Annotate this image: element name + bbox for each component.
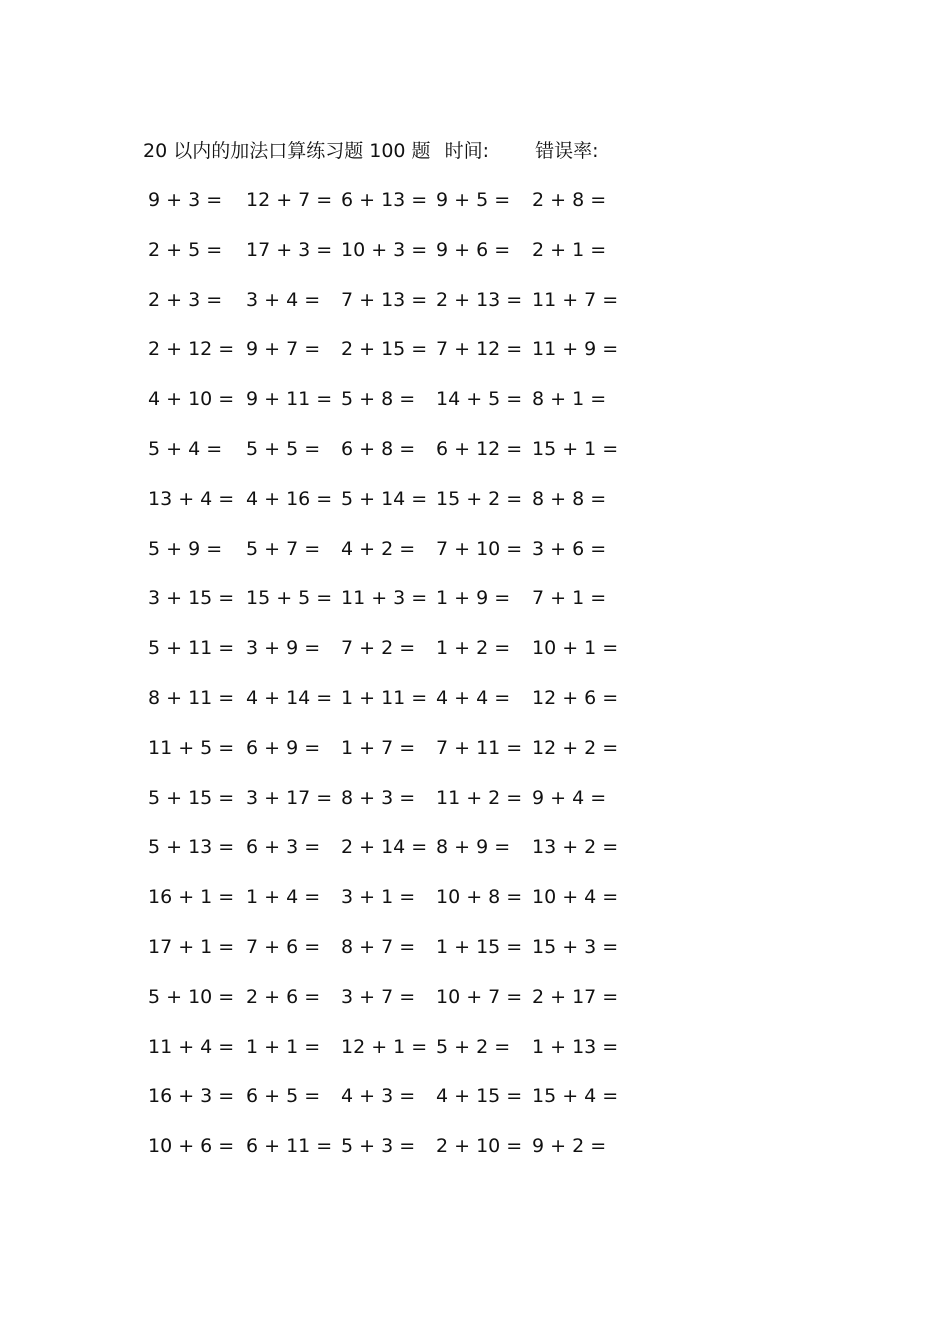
problem-item: 2 + 8 = [532, 189, 607, 211]
problem-item: 5 + 8 = [341, 388, 416, 411]
problem-item: 1 + 15 = [436, 935, 523, 958]
problem-item: 2 + 15 = [341, 338, 428, 361]
problem-row [148, 484, 628, 534]
problem-row [148, 683, 628, 733]
problem-item: 9 + 5 = [436, 189, 511, 211]
problem-item: 12 + 7 = [246, 189, 333, 211]
problem-item: 11 + 9 = [532, 338, 619, 361]
problem-item: 4 + 15 = [436, 1085, 523, 1108]
problem-item: 5 + 13 = [148, 836, 235, 859]
problem-item: 2 + 10 = [436, 1135, 523, 1158]
problem-item: 6 + 11 = [246, 1135, 333, 1158]
problem-item: 5 + 14 = [341, 487, 428, 510]
problem-item: 2 + 12 = [148, 338, 235, 361]
problem-item: 9 + 3 = [148, 189, 223, 211]
problem-item: 13 + 4 = [148, 487, 235, 510]
problem-row [148, 534, 628, 584]
problem-item: 1 + 9 = [436, 587, 511, 610]
problem-row [148, 982, 628, 1032]
problem-item: 1 + 7 = [341, 736, 416, 759]
problem-item: 4 + 14 = [246, 686, 333, 709]
problem-item: 1 + 4 = [246, 886, 321, 909]
problem-item: 17 + 1 = [148, 935, 235, 958]
problem-item: 3 + 9 = [246, 637, 321, 660]
problem-row [148, 434, 628, 484]
problem-item: 10 + 7 = [436, 985, 523, 1008]
problem-item: 2 + 13 = [436, 288, 523, 311]
problem-row [148, 583, 628, 633]
problem-item: 2 + 17 = [532, 985, 619, 1008]
problem-row [148, 235, 628, 285]
problem-item: 9 + 4 = [532, 786, 607, 809]
problem-item: 8 + 11 = [148, 686, 235, 709]
problem-item: 5 + 7 = [246, 537, 321, 560]
problem-item: 5 + 5 = [246, 437, 321, 460]
problem-item: 7 + 10 = [436, 537, 523, 560]
problem-item: 8 + 1 = [532, 388, 607, 411]
problem-item: 3 + 6 = [532, 537, 607, 560]
problem-item: 2 + 6 = [246, 985, 321, 1008]
problem-item: 6 + 8 = [341, 437, 416, 460]
problem-item: 5 + 10 = [148, 985, 235, 1008]
problem-item: 4 + 16 = [246, 487, 333, 510]
problem-item: 11 + 7 = [532, 288, 619, 311]
problem-item: 15 + 1 = [532, 437, 619, 460]
problem-item: 8 + 9 = [436, 836, 511, 859]
problem-item: 1 + 1 = [246, 1035, 321, 1058]
problem-item: 3 + 1 = [341, 886, 416, 909]
problem-item: 5 + 11 = [148, 637, 235, 660]
problem-item: 15 + 5 = [246, 587, 333, 610]
problem-item: 15 + 3 = [532, 935, 619, 958]
problem-item: 6 + 13 = [341, 189, 428, 211]
problem-item: 1 + 11 = [341, 686, 428, 709]
problem-item: 5 + 2 = [436, 1035, 511, 1058]
problem-item: 7 + 12 = [436, 338, 523, 361]
problem-item: 6 + 5 = [246, 1085, 321, 1108]
problem-item: 11 + 2 = [436, 786, 523, 809]
problem-grid [148, 185, 628, 1181]
problem-item: 5 + 3 = [341, 1135, 416, 1158]
problem-item: 3 + 7 = [341, 985, 416, 1008]
problem-item: 6 + 12 = [436, 437, 523, 460]
worksheet-header [143, 137, 598, 165]
problem-item: 13 + 2 = [532, 836, 619, 859]
problem-item: 3 + 4 = [246, 288, 321, 311]
problem-item: 8 + 8 = [532, 487, 607, 510]
problem-item: 8 + 3 = [341, 786, 416, 809]
problem-item: 8 + 7 = [341, 935, 416, 958]
problem-row [148, 932, 628, 982]
problem-item: 12 + 1 = [341, 1035, 428, 1058]
problem-item: 17 + 3 = [246, 238, 333, 261]
problem-row [148, 285, 628, 335]
problem-item: 3 + 17 = [246, 786, 333, 809]
problem-item: 9 + 2 = [532, 1135, 607, 1158]
problem-item: 1 + 2 = [436, 637, 511, 660]
problem-item: 5 + 15 = [148, 786, 235, 809]
problem-item: 16 + 1 = [148, 886, 235, 909]
problem-item: 6 + 3 = [246, 836, 321, 859]
problem-row [148, 185, 628, 235]
problem-row [148, 334, 628, 384]
problem-item: 1 + 13 = [532, 1035, 619, 1058]
problem-item: 3 + 15 = [148, 587, 235, 610]
problem-row [148, 882, 628, 932]
problem-row [148, 384, 628, 434]
problem-item: 2 + 3 = [148, 288, 223, 311]
error-rate-label: 错误率: [535, 140, 599, 162]
problem-item: 12 + 6 = [532, 686, 619, 709]
problem-item: 9 + 6 = [436, 238, 511, 261]
problem-item: 10 + 6 = [148, 1135, 235, 1158]
problem-item: 7 + 2 = [341, 637, 416, 660]
problem-item: 10 + 1 = [532, 637, 619, 660]
problem-row [148, 1032, 628, 1082]
problem-item: 7 + 1 = [532, 587, 607, 610]
problem-item: 7 + 13 = [341, 288, 428, 311]
problem-item: 14 + 5 = [436, 388, 523, 411]
problem-item: 10 + 3 = [341, 238, 428, 261]
problem-item: 2 + 5 = [148, 238, 223, 261]
time-label: 时间: [444, 140, 490, 162]
problem-item: 5 + 9 = [148, 537, 223, 560]
problem-item: 4 + 2 = [341, 537, 416, 560]
problem-item: 5 + 4 = [148, 437, 223, 460]
problem-row [148, 633, 628, 683]
problem-row [148, 733, 628, 783]
problem-item: 2 + 1 = [532, 238, 607, 261]
problem-item: 2 + 14 = [341, 836, 428, 859]
problem-item: 9 + 7 = [246, 338, 321, 361]
problem-item: 16 + 3 = [148, 1085, 235, 1108]
problem-row [148, 1131, 628, 1181]
problem-item: 4 + 4 = [436, 686, 511, 709]
problem-item: 10 + 4 = [532, 886, 619, 909]
problem-item: 11 + 5 = [148, 736, 235, 759]
problem-item: 4 + 3 = [341, 1085, 416, 1108]
problem-item: 12 + 2 = [532, 736, 619, 759]
problem-item: 15 + 2 = [436, 487, 523, 510]
problem-item: 11 + 3 = [341, 587, 428, 610]
problem-item: 7 + 6 = [246, 935, 321, 958]
problem-item: 7 + 11 = [436, 736, 523, 759]
problem-row [148, 832, 628, 882]
problem-item: 15 + 4 = [532, 1085, 619, 1108]
problem-item: 10 + 8 = [436, 886, 523, 909]
problem-item: 9 + 11 = [246, 388, 333, 411]
problem-item: 4 + 10 = [148, 388, 235, 411]
problem-item: 11 + 4 = [148, 1035, 235, 1058]
worksheet-title: 20 以内的加法口算练习题 100 题 [143, 140, 431, 162]
problem-row [148, 783, 628, 833]
problem-item: 6 + 9 = [246, 736, 321, 759]
problem-row [148, 1081, 628, 1131]
